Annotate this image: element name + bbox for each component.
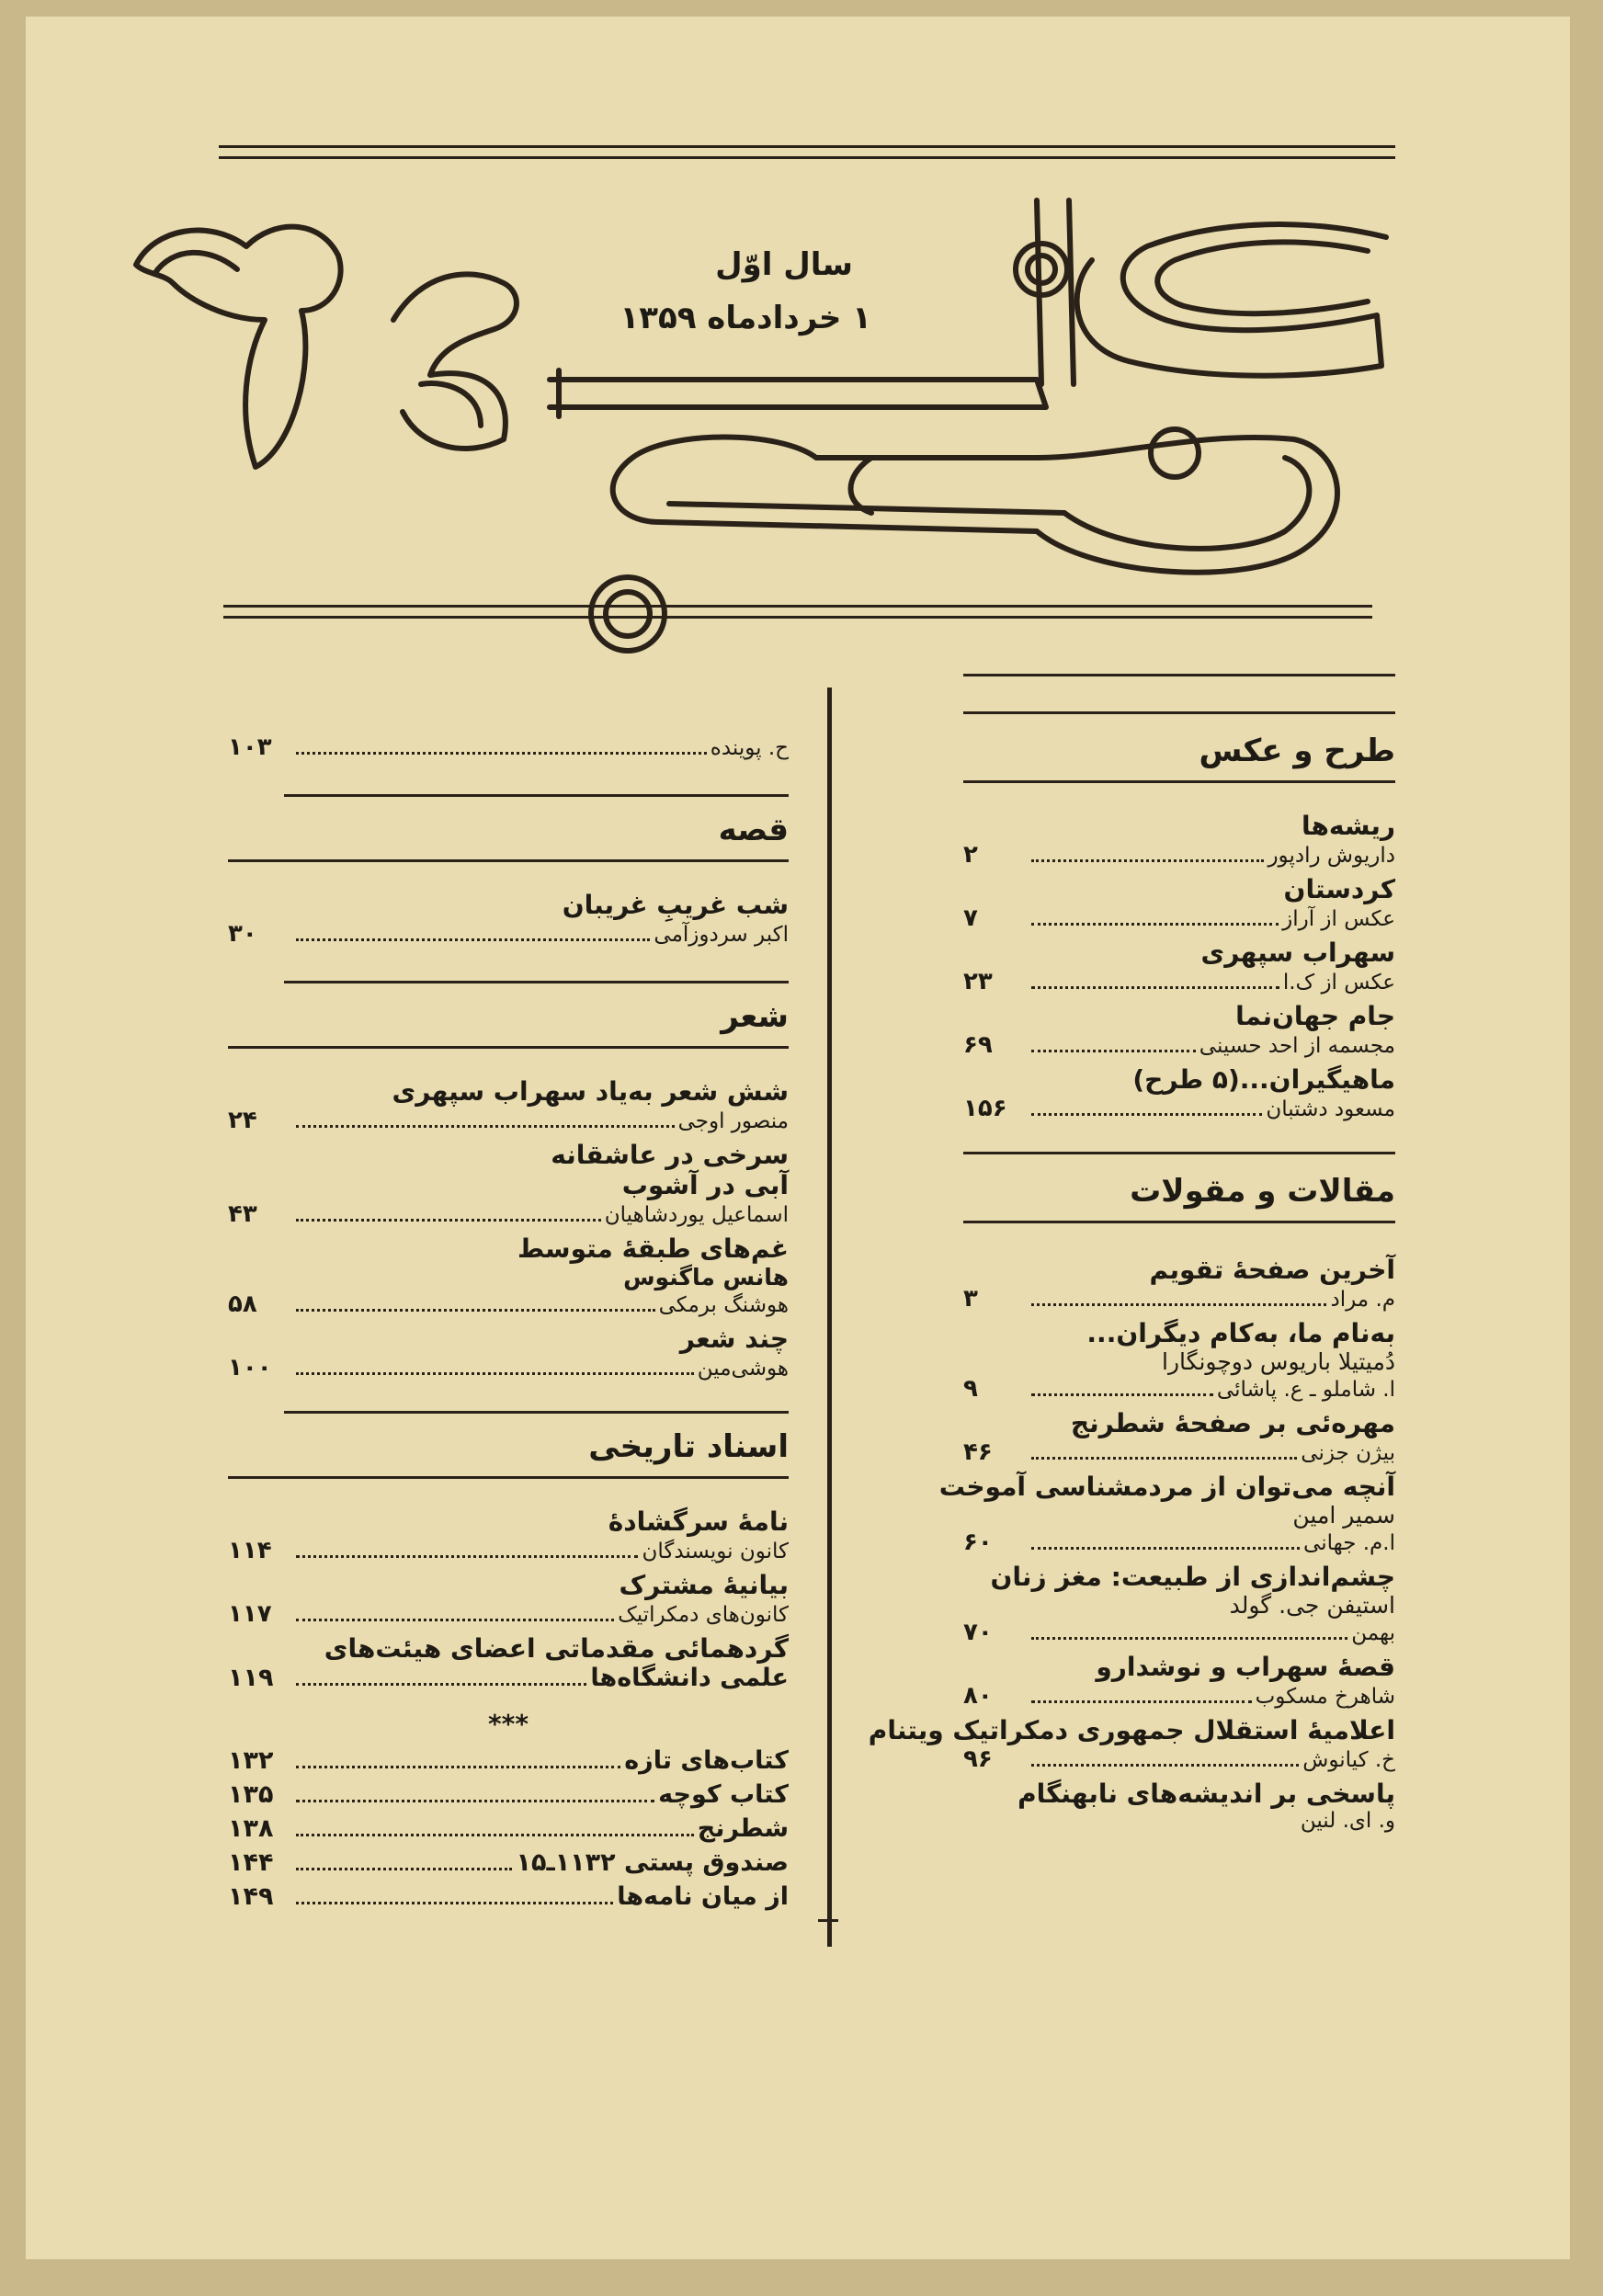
section-title-qesse: قصه	[718, 812, 789, 848]
section-top-rule	[963, 1152, 1395, 1154]
toc-entry[interactable]	[228, 733, 789, 761]
section-top-rule	[284, 981, 789, 983]
entry-page: ۸۰	[963, 1682, 993, 1710]
entry-author: شاهرخ مسکوب	[1255, 1685, 1395, 1709]
entry-author: م. مراد	[1330, 1288, 1395, 1312]
toc-entry[interactable]	[228, 1814, 789, 1843]
right-top-rule	[963, 674, 1395, 676]
toc-entry[interactable]	[963, 811, 1395, 869]
entry-title: بیانیهٔ مشترک	[619, 1570, 789, 1600]
entry-line	[963, 968, 1395, 995]
toc-entry[interactable]	[938, 1472, 1395, 1556]
masthead-top-rule	[219, 145, 1395, 148]
entry-page: ۱۱۹	[228, 1664, 274, 1692]
entry-subtitle: سمیر امین	[1292, 1502, 1395, 1529]
entry-author: خ. کیانوش	[1302, 1748, 1395, 1772]
section-title-asnad: اسناد تاریخی	[588, 1428, 789, 1465]
toc-entry[interactable]	[963, 874, 1395, 932]
entry-page: ۹	[963, 1375, 978, 1403]
masthead-top-rule-2	[219, 156, 1395, 159]
toc-entry[interactable]	[228, 890, 789, 948]
section-title-maghalat: مقالات و مقولات	[1130, 1173, 1395, 1210]
entry-line	[228, 920, 789, 948]
entry-page: ۳	[963, 1285, 978, 1313]
entry-line	[963, 1095, 1395, 1122]
entry-title: کردستان	[1283, 874, 1395, 904]
entry-line	[963, 1745, 1395, 1773]
entry-author: مجسمه از احد حسینی	[1199, 1034, 1395, 1058]
entry-title: ماهیگیران...(۵ طرح)	[1132, 1064, 1395, 1095]
entry-author: کانون‌های دمکراتیک	[618, 1603, 789, 1627]
entry-line	[963, 841, 1395, 869]
toc-entry[interactable]	[868, 1715, 1395, 1773]
entry-title: مهره‌ئی بر صفحهٔ شطرنج	[1070, 1408, 1395, 1438]
entry-author: ا.م. جهانی	[1303, 1531, 1395, 1555]
right-column	[868, 674, 1395, 1833]
section-title-sher: شعر	[721, 998, 789, 1035]
entry-author: بهمن	[1351, 1621, 1395, 1645]
entry-page: ۲	[963, 841, 978, 869]
entry-page: ۶۹	[963, 1031, 993, 1059]
entry-page: ۷۰	[963, 1619, 993, 1646]
entry-author: عکس از ک.ا	[1282, 971, 1395, 995]
entry-title: ریشه‌ها	[1301, 811, 1395, 841]
toc-entry[interactable]	[228, 1848, 789, 1877]
toc-entry[interactable]	[963, 1255, 1395, 1313]
entry-line	[228, 1200, 789, 1228]
toc-entry[interactable]	[228, 1633, 789, 1692]
entry-title: صندوق پستی ۱۱۳۲ـ۱۵	[516, 1848, 789, 1877]
entry-title: آخرین صفحهٔ تقویم	[1149, 1255, 1395, 1285]
masthead-year: سال اوّل	[715, 246, 853, 283]
entry-page: ۱۵۶	[963, 1095, 1007, 1122]
entry-line	[963, 904, 1395, 932]
entry-line	[228, 1537, 789, 1564]
toc-entry[interactable]	[963, 1001, 1395, 1059]
entry-page: ۲۳	[963, 968, 993, 995]
toc-entry[interactable]	[228, 1780, 789, 1809]
entry-page: ۲۴	[228, 1107, 257, 1134]
contents-page	[26, 17, 1570, 2259]
entry-title: چند شعر	[679, 1324, 789, 1354]
entry-title: قصهٔ سهراب و نوشدارو	[1096, 1652, 1395, 1682]
section-title-tarh: طرح و عکس	[1199, 733, 1395, 769]
toc-entry[interactable]	[228, 1076, 789, 1134]
section-rule	[228, 859, 789, 862]
entry-title: اعلامیهٔ استقلال جمهوری دمکراتیک ویتنام	[868, 1715, 1395, 1745]
entry-title: پاسخی بر اندیشه‌های نابهنگام	[1018, 1779, 1395, 1809]
entry-page: ۱۳۲	[228, 1746, 274, 1775]
divider-tick	[818, 1919, 838, 1922]
entry-subtitle: استیفن جی. گولد	[1229, 1592, 1395, 1619]
entry-line	[228, 1107, 789, 1134]
entry-page: ۱۳۸	[228, 1814, 274, 1843]
entry-title: سرخی در عاشقانه	[551, 1140, 789, 1170]
entry-page: ۴۶	[963, 1438, 993, 1466]
entry-line	[228, 1600, 789, 1628]
toc-entry[interactable]	[963, 1779, 1395, 1833]
toc-entry[interactable]	[228, 1324, 789, 1381]
toc-entry[interactable]	[963, 1562, 1395, 1646]
entry-title: غم‌های طبقهٔ متوسط	[517, 1233, 789, 1264]
stars-separator: ***	[488, 1709, 529, 1739]
entry-author: منصور اوجی	[677, 1109, 789, 1133]
column-divider	[827, 688, 832, 1947]
entry-subtitle: و. ای. لنین	[1300, 1809, 1395, 1833]
entry-page: ۱۰۳	[228, 733, 272, 761]
entry-title: گردهمائی مقدماتی اعضای هیئت‌های	[324, 1633, 789, 1664]
entry-title: شطرنج	[697, 1814, 789, 1843]
toc-entry[interactable]	[228, 1882, 789, 1911]
toc-entry[interactable]	[963, 1064, 1395, 1122]
toc-entry[interactable]	[963, 1318, 1395, 1403]
entry-author: عکس از آراز	[1282, 907, 1395, 931]
entry-line	[963, 1285, 1395, 1313]
entry-page: ۹۶	[963, 1745, 993, 1773]
section-rule	[963, 780, 1395, 783]
entry-title: سهراب سپهری	[1200, 938, 1395, 968]
toc-entry[interactable]	[963, 938, 1395, 995]
entry-author: مسعود دشتبان	[1266, 1097, 1395, 1121]
section-rule	[963, 1221, 1395, 1223]
entry-page: ۱۰۰	[228, 1354, 272, 1381]
entry-subtitle: دُمیتیلا باریوس دوچونگارا	[1162, 1348, 1395, 1375]
entry-title: از میان نامه‌ها	[617, 1882, 789, 1911]
entry-author: هوشی‌مین	[697, 1357, 789, 1381]
entry-page: ۳۰	[228, 920, 257, 948]
entry-title: نامهٔ سرگشادهٔ	[608, 1506, 789, 1537]
entry-title: کتاب کوچه	[658, 1780, 789, 1809]
entry-title: چشم‌اندازی از طبیعت: مغز زنان	[990, 1562, 1395, 1592]
entry-author: اکبر سردوزآمی	[654, 923, 789, 947]
toc-entry[interactable]	[228, 1140, 789, 1228]
toc-entry[interactable]	[228, 1746, 789, 1775]
entry-title: شب غریبِ غریبان	[562, 890, 789, 920]
entry-page: ۵۸	[228, 1290, 257, 1318]
entry-line	[963, 1031, 1395, 1059]
entry-author: اسماعیل یوردشاهیان	[604, 1203, 789, 1227]
entry-author: داریوش رادپور	[1268, 844, 1395, 868]
toc-entry[interactable]	[963, 1652, 1395, 1710]
section-rule	[228, 1476, 789, 1479]
masthead-date: ۱ خردادماه ۱۳۵۹	[620, 300, 871, 336]
entry-line	[963, 1375, 1395, 1403]
toc-entry[interactable]	[963, 1408, 1395, 1466]
entry-title: شش شعر به‌یاد سهراب سپهری	[392, 1076, 789, 1107]
entry-author: هوشنگ برمکی	[658, 1293, 789, 1317]
toc-entry[interactable]	[228, 1570, 789, 1628]
toc-entry[interactable]	[228, 1233, 789, 1318]
entry-page: ۱۱۴	[228, 1537, 272, 1564]
entry-title: جام جهان‌نما	[1235, 1001, 1395, 1031]
entry-page: ۶۰	[963, 1529, 993, 1556]
entry-title-2: علمی دانشگاه‌ها	[590, 1664, 789, 1692]
entry-page: ۱۴۹	[228, 1882, 274, 1911]
entry-page: ۷	[963, 904, 978, 932]
entry-author: ح. پوینده	[710, 736, 789, 760]
entry-page: ۱۱۷	[228, 1600, 272, 1628]
entry-title: کتاب‌های تازه	[624, 1746, 789, 1775]
entry-title: آنچه می‌توان از مردمشناسی آموخت	[938, 1472, 1395, 1502]
toc-entry[interactable]	[228, 1506, 789, 1564]
entry-title: به‌نام ما، به‌کام دیگران...	[1086, 1318, 1395, 1348]
entry-subtitle: هانس ماگنوس	[623, 1264, 789, 1290]
entry-page: ۱۴۴	[228, 1848, 274, 1877]
entry-page: ۱۳۵	[228, 1780, 274, 1809]
section-top-rule	[284, 794, 789, 797]
left-column	[228, 733, 789, 1911]
entry-line	[228, 1354, 789, 1381]
entry-page: ۴۳	[228, 1200, 257, 1228]
entry-line	[963, 1529, 1395, 1556]
section-rule	[228, 1046, 789, 1049]
entry-author: ا. شاملو ـ ع. پاشائی	[1216, 1378, 1395, 1402]
entry-author: کانون نویسندگان	[642, 1540, 789, 1563]
entry-line	[228, 1290, 789, 1318]
entry-title-2: آبی در آشوب	[621, 1170, 789, 1200]
entry-line	[963, 1682, 1395, 1710]
section-top-rule	[284, 1411, 789, 1414]
entry-line	[228, 1664, 789, 1692]
right-top-rule-2	[963, 711, 1395, 714]
entry-line	[963, 1438, 1395, 1466]
entry-author: بیژن جزنی	[1301, 1441, 1395, 1465]
entry-line	[963, 1619, 1395, 1646]
